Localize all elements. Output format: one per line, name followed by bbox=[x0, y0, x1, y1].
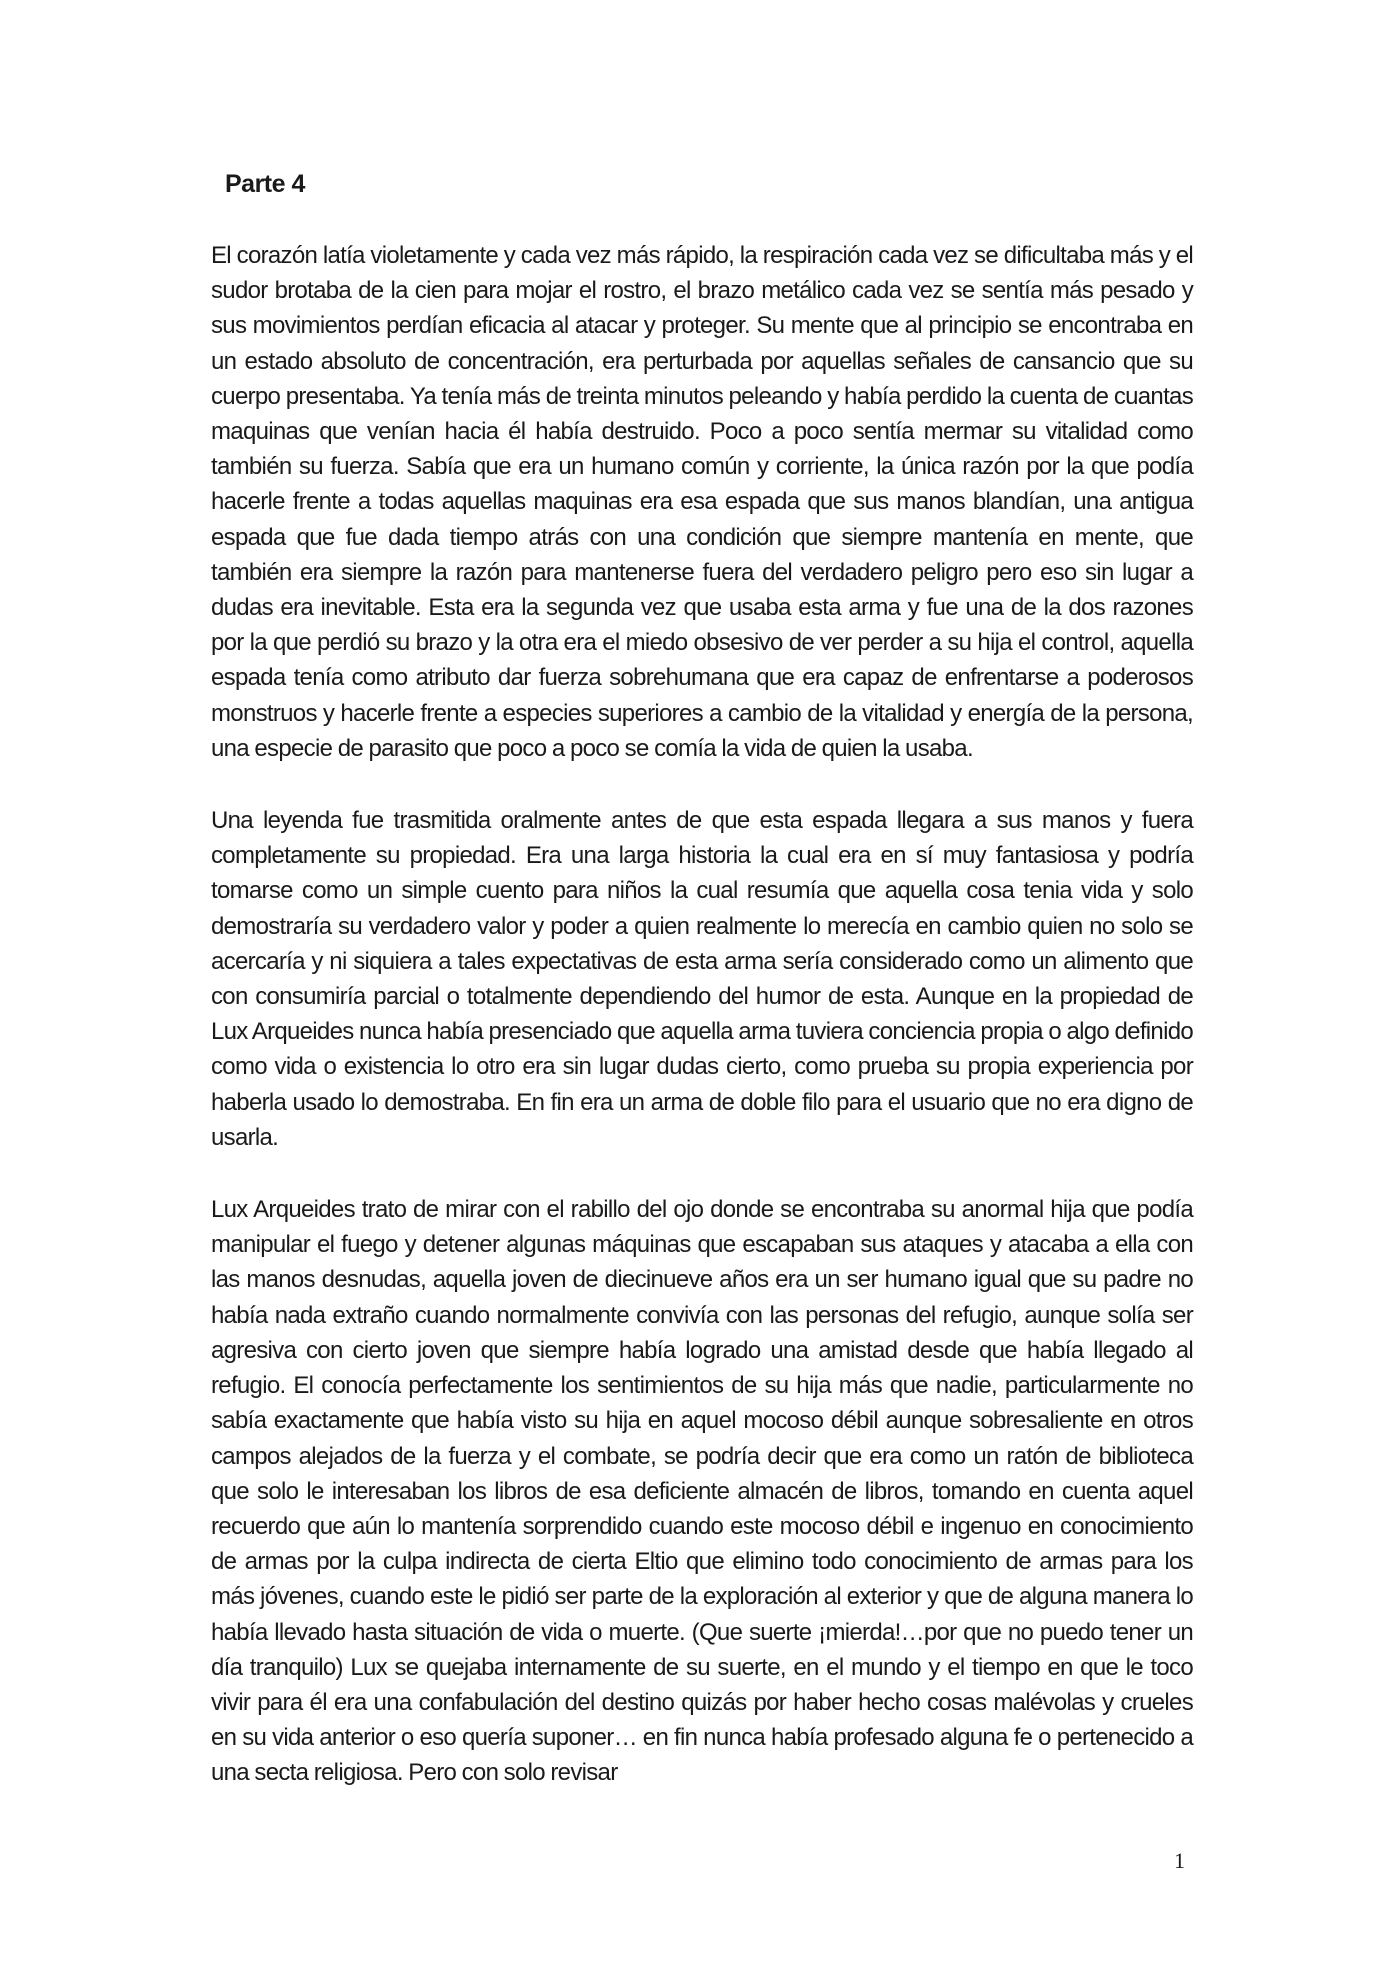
paragraph-3: Lux Arqueides trato de mirar con el rabillo del ojo donde se encontraba su anormal hija que podía manipular el fuego y detener algunas máquinas que escapaban sus ataques y atacaba a ella con las manos desnudas, aquella joven de diecinueve años era un ser humano igual que su padre no había nada extraño cuando normalmente convivía con las personas del refugio, aunque solía ser agresiva con cierto joven que siempre había logrado una amistad desde que había llegado al refugio. El conocía perfectamente los sentimientos de su hija más que nadie, particularmente no sabía exactamente que había visto su hija en aquel mocoso débil aunque sobresaliente en otros campos alejados de la fuerza y el combate, se podría decir que era como un ratón de biblioteca que solo le interesaban los libros de esa deficiente almacén de libros, tomando en cuenta aquel recuerdo que aún lo mantenía sorprendido cuando este mocoso débil e ingenuo en conocimiento de armas por la culpa indirecta de cierta Eltio que elimino todo conocimiento de armas para los más jóvenes, cuando este le pidió ser parte de la exploración al exterior y que de alguna manera lo había llevado hasta situación de vida o muerte. (Que suerte ¡mierda!…por que no puedo tener un día tranquilo) Lux se quejaba internamente de su suerte, en el mundo y el tiempo en que le toco vivir para él era una confabulación del destino quizás por haber hecho cosas malévolas y crueles en su vida anterior o eso quería suponer… en fin nunca había profesado alguna fe o pertenecido a una secta religiosa. Pero con solo revisar bbox=[211, 1196, 1193, 1787]
body-text bbox=[211, 238, 1193, 1828]
paragraph-2: Una leyenda fue trasmitida oralmente antes de que esta espada llegara a sus manos y fuera completamente su propiedad. Era una larga historia la cual era en sí muy fantasiosa y podría tomarse como un simple cuento para niños la cual resumía que aquella cosa tenia vida y solo demostraría su verdadero valor y poder a quien realmente lo merecía en cambio quien no solo se acercaría y ni siquiera a tales expectativas de esta arma sería considerado como un alimento que con consumiría parcial o totalmente dependiendo del humor de esta. Aunque en la propiedad de Lux Arqueides nunca había presenciado que aquella arma tuviera conciencia propia o algo definido como vida o existencia lo otro era sin lugar dudas cierto, como prueba su propia experiencia por haberla usado lo demostraba. En fin era un arma de doble filo para el usuario que no era digno de usarla. bbox=[211, 807, 1193, 1151]
page-number: 1 bbox=[1174, 1848, 1185, 1873]
paragraph-1: El corazón latía violetamente y cada vez más rápido, la respiración cada vez se dificultaba más y el sudor brotaba de la cien para mojar el rostro, el brazo metálico cada vez se sentía más pesado y sus movimientos perdían eficacia al atacar y proteger. Su mente que al principio se encontraba en un estado absoluto de concentración, era perturbada por aquellas señales de cansancio que su cuerpo presentaba. Ya tenía más de treinta minutos peleando y había perdido la cuenta de cuantas maquinas que venían hacia él había destruido. Poco a poco sentía mermar su vitalidad como también su fuerza. Sabía que era un humano común y corriente, la única razón por la que podía hacerle frente a todas aquellas maquinas era esa espada que sus manos blandían, una antigua espada que fue dada tiempo atrás con una condición que siempre mantenía en mente, que también era siempre la razón para mantenerse fuera del verdadero peligro pero eso sin lugar a dudas era inevitable. Esta era la segunda vez que usaba esta arma y fue una de la dos razones por la que perdió su brazo y la otra era el miedo obsesivo de ver perder a su hija el control, aquella espada tenía como atributo dar fuerza sobrehumana que era capaz de enfrentarse a poderosos monstruos y hacerle frente a especies superiores a cambio de la vitalidad y energía de la persona, una especie de parasito que poco a poco se comía la vida de quien la usaba. bbox=[211, 242, 1193, 762]
section-heading: Parte 4 bbox=[225, 170, 305, 198]
